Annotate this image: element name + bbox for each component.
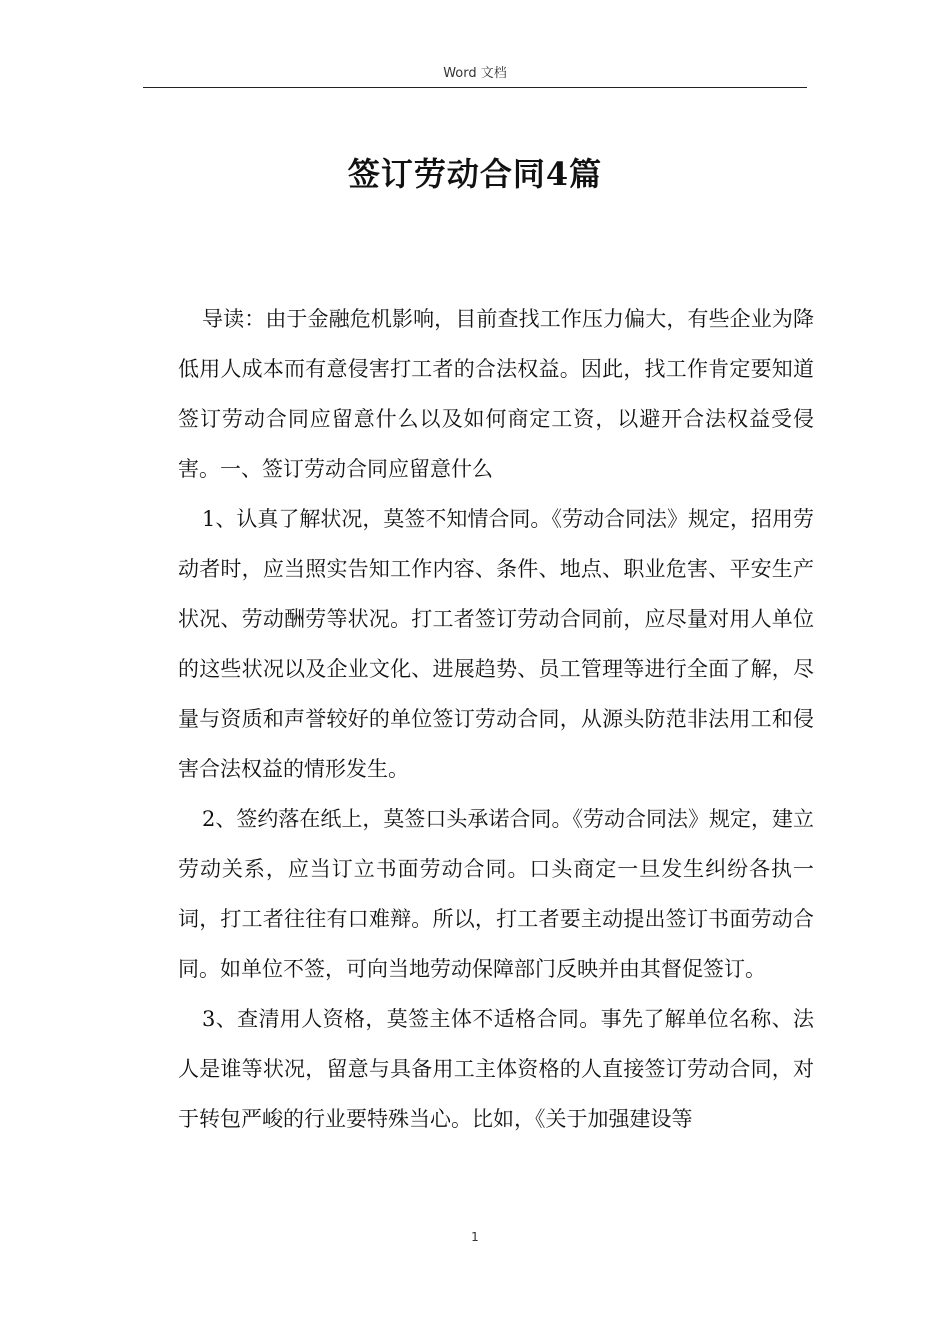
page-number: 1 bbox=[471, 1230, 479, 1244]
paragraph-intro: 导读：由于金融危机影响，目前查找工作压力偏大，有些企业为降低用人成本而有意侵害打工者的合法权益。因此，找工作肯定要知道签订劳动合同应留意什么以及如何商定工资，以避开合法权益受侵害。一、签订劳动合同应留意什么 bbox=[178, 307, 814, 481]
page-header: Word 文档 bbox=[443, 66, 507, 81]
document-title: 签订劳动合同4篇 bbox=[347, 155, 603, 193]
paragraph-item-3: 3、查清用人资格，莫签主体不适格合同。事先了解单位名称、法人是谁等状况，留意与具备用工主体资格的人直接签订劳动合同，对于转包严峻的行业要特殊当心。比如，《关于加强建设等 bbox=[178, 1007, 814, 1131]
document-body bbox=[178, 294, 814, 1144]
paragraph-item-2: 2、签约落在纸上，莫签口头承诺合同。《劳动合同法》规定，建立劳动关系，应当订立书面劳动合同。口头商定一旦发生纠纷各执一词，打工者往往有口难辩。所以，打工者要主动提出签订书面劳动合同。如单位不签，可向当地劳动保障部门反映并由其督促签订。 bbox=[178, 807, 814, 981]
paragraph-item-1: 1、认真了解状况，莫签不知情合同。《劳动合同法》规定，招用劳动者时，应当照实告知工作内容、条件、地点、职业危害、平安生产状况、劳动酬劳等状况。打工者签订劳动合同前，应尽量对用人单位的这些状况以及企业文化、进展趋势、员工管理等进行全面了解，尽量与资质和声誉较好的单位签订劳动合同，从源头防范非法用工和侵害合法权益的情形发生。 bbox=[178, 507, 814, 781]
header-divider bbox=[143, 87, 807, 88]
